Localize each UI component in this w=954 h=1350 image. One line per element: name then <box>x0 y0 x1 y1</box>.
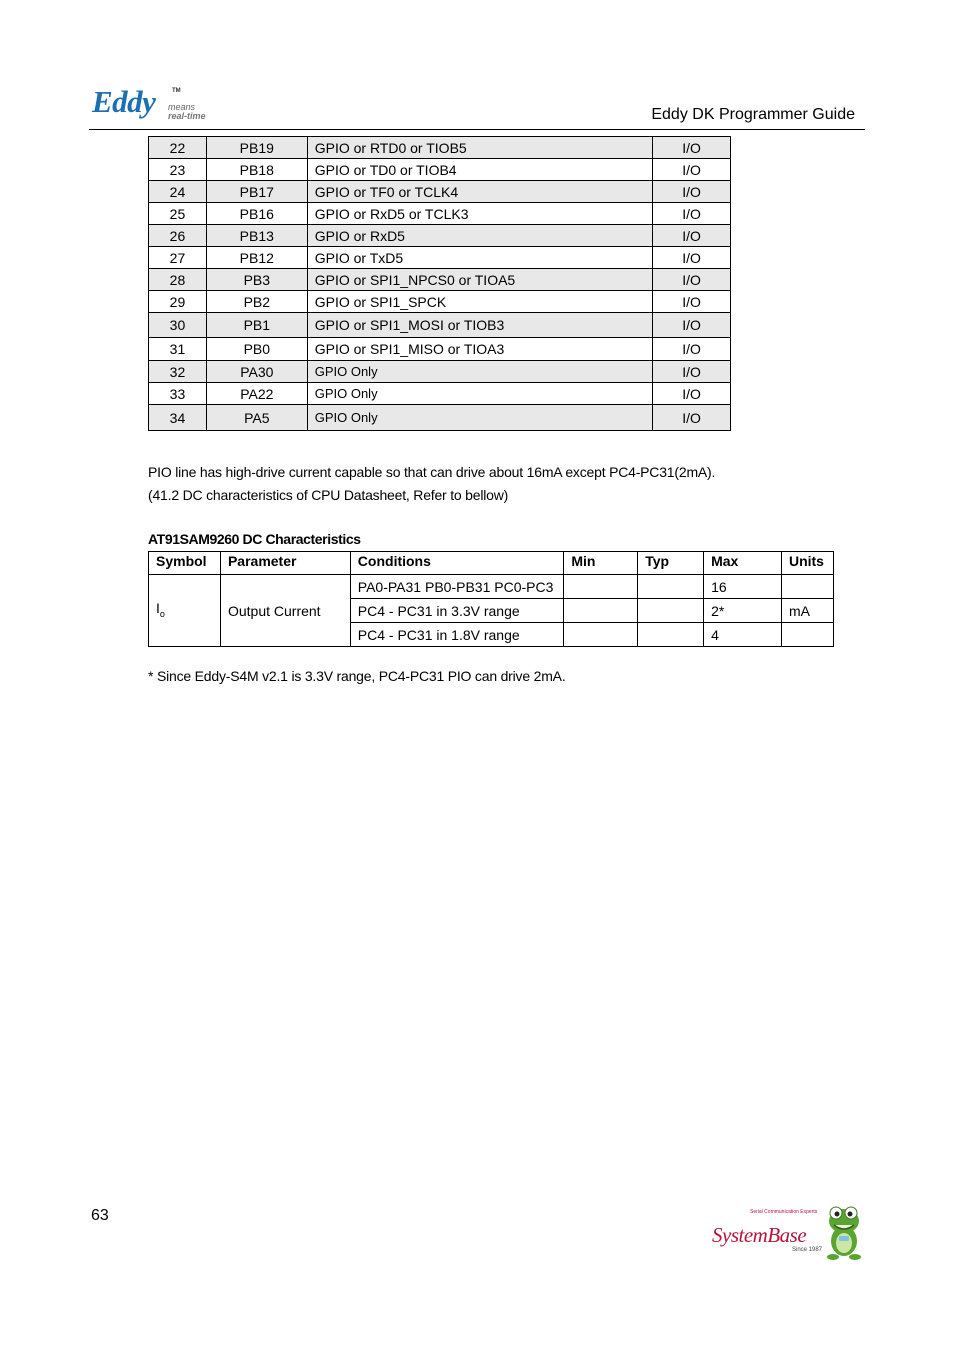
pin-direction: I/O <box>653 383 731 405</box>
pin-table <box>148 136 731 431</box>
symbol-main: I <box>156 600 160 617</box>
min-cell <box>564 623 638 647</box>
footnote: * Since Eddy-S4M v2.1 is 3.3V range, PC4-PC31 PIO can drive 2mA. <box>148 668 566 684</box>
table-row <box>149 313 731 338</box>
logo-wordmark: Eddy <box>92 84 156 119</box>
table-header-row <box>149 552 834 575</box>
pin-direction: I/O <box>653 269 731 291</box>
header-divider <box>89 129 865 130</box>
logo-realtime: real-time <box>168 111 206 121</box>
table-row <box>149 291 731 313</box>
column-header-symbol: Symbol <box>149 552 221 575</box>
port-name: PB12 <box>206 247 307 269</box>
table-row <box>149 575 834 599</box>
parameter-cell: Output Current <box>220 575 350 647</box>
symbol-subscript: o <box>159 608 165 619</box>
typ-cell <box>638 599 704 623</box>
pin-direction: I/O <box>653 203 731 225</box>
pin-direction: I/O <box>653 291 731 313</box>
pin-function: GPIO or SPI1_MOSI or TIOB3 <box>307 313 652 338</box>
port-name: PB19 <box>206 137 307 159</box>
pin-function: GPIO or SPI1_NPCS0 or TIOA5 <box>307 269 652 291</box>
port-name: PA22 <box>206 383 307 405</box>
pin-direction: I/O <box>653 181 731 203</box>
max-cell: 2* <box>704 599 782 623</box>
column-header-conditions: Conditions <box>350 552 564 575</box>
eddy-logo <box>92 84 222 126</box>
column-header-max: Max <box>704 552 782 575</box>
units-cell: mA <box>781 599 833 623</box>
pin-number: 23 <box>149 159 207 181</box>
pin-function: GPIO Only <box>307 405 652 431</box>
table-row <box>149 269 731 291</box>
units-cell <box>781 623 833 647</box>
table-row <box>149 225 731 247</box>
pin-function: GPIO or RTD0 or TIOB5 <box>307 137 652 159</box>
port-name: PB16 <box>206 203 307 225</box>
drive-current-note: PIO line has high-drive current capable so that can drive about 16mA except PC4-PC31(2mA). <box>148 464 716 480</box>
port-name: PB2 <box>206 291 307 313</box>
pin-number: 34 <box>149 405 207 431</box>
pin-number: 31 <box>149 338 207 361</box>
table-row <box>149 361 731 383</box>
dc-characteristics-title: AT91SAM9260 DC Characteristics <box>148 531 361 547</box>
port-name: PB1 <box>206 313 307 338</box>
pin-function: GPIO or TD0 or TIOB4 <box>307 159 652 181</box>
table-row <box>149 159 731 181</box>
brand-tagline: Serial Communication Experts <box>750 1209 818 1215</box>
pin-direction: I/O <box>653 247 731 269</box>
pin-direction: I/O <box>653 361 731 383</box>
min-cell <box>564 575 638 599</box>
pin-number: 29 <box>149 291 207 313</box>
pin-function: GPIO Only <box>307 383 652 405</box>
frog-mascot-icon <box>824 1203 864 1261</box>
datasheet-reference-note: (41.2 DC characteristics of CPU Datasheet, Refer to bellow) <box>148 487 509 503</box>
port-name: PB3 <box>206 269 307 291</box>
logo-trademark: TM <box>172 88 181 94</box>
brand-since: Since 1987 <box>792 1247 823 1253</box>
units-cell <box>781 575 833 599</box>
table-row <box>149 181 731 203</box>
brand-name: SystemBase <box>712 1223 807 1247</box>
port-name: PB18 <box>206 159 307 181</box>
pin-direction: I/O <box>653 313 731 338</box>
table-row <box>149 405 731 431</box>
pin-number: 28 <box>149 269 207 291</box>
port-name: PB0 <box>206 338 307 361</box>
column-header-min: Min <box>564 552 638 575</box>
pin-function: GPIO or TxD5 <box>307 247 652 269</box>
pin-function: GPIO Only <box>307 361 652 383</box>
conditions-cell: PC4 - PC31 in 3.3V range <box>350 599 564 623</box>
pin-function: GPIO or SPI1_MISO or TIOA3 <box>307 338 652 361</box>
pin-function: GPIO or SPI1_SPCK <box>307 291 652 313</box>
pin-function: GPIO or RxD5 or TCLK3 <box>307 203 652 225</box>
pin-direction: I/O <box>653 159 731 181</box>
systembase-logo <box>712 1203 864 1261</box>
table-row <box>149 338 731 361</box>
max-cell: 16 <box>704 575 782 599</box>
table-row <box>149 203 731 225</box>
conditions-cell: PA0-PA31 PB0-PB31 PC0-PC3 <box>350 575 564 599</box>
pin-number: 30 <box>149 313 207 338</box>
column-header-typ: Typ <box>638 552 704 575</box>
column-header-parameter: Parameter <box>220 552 350 575</box>
pin-number: 32 <box>149 361 207 383</box>
port-name: PB13 <box>206 225 307 247</box>
table-row <box>149 137 731 159</box>
conditions-cell: PC4 - PC31 in 1.8V range <box>350 623 564 647</box>
min-cell <box>564 599 638 623</box>
pin-direction: I/O <box>653 338 731 361</box>
pin-number: 33 <box>149 383 207 405</box>
pin-number: 22 <box>149 137 207 159</box>
table-row <box>149 247 731 269</box>
pin-number: 25 <box>149 203 207 225</box>
symbol-cell <box>149 575 221 647</box>
typ-cell <box>638 575 704 599</box>
pin-number: 27 <box>149 247 207 269</box>
table-row <box>149 383 731 405</box>
port-name: PA30 <box>206 361 307 383</box>
pin-direction: I/O <box>653 405 731 431</box>
typ-cell <box>638 623 704 647</box>
port-name: PA5 <box>206 405 307 431</box>
document-title: Eddy DK Programmer Guide <box>651 106 855 123</box>
port-name: PB17 <box>206 181 307 203</box>
logo-means: means <box>168 102 196 112</box>
pin-direction: I/O <box>653 137 731 159</box>
page-number: 63 <box>91 1207 109 1224</box>
column-header-units: Units <box>781 552 833 575</box>
max-cell: 4 <box>704 623 782 647</box>
pin-direction: I/O <box>653 225 731 247</box>
dc-characteristics-table <box>148 551 834 647</box>
pin-function: GPIO or RxD5 <box>307 225 652 247</box>
pin-function: GPIO or TF0 or TCLK4 <box>307 181 652 203</box>
pin-number: 24 <box>149 181 207 203</box>
pin-number: 26 <box>149 225 207 247</box>
